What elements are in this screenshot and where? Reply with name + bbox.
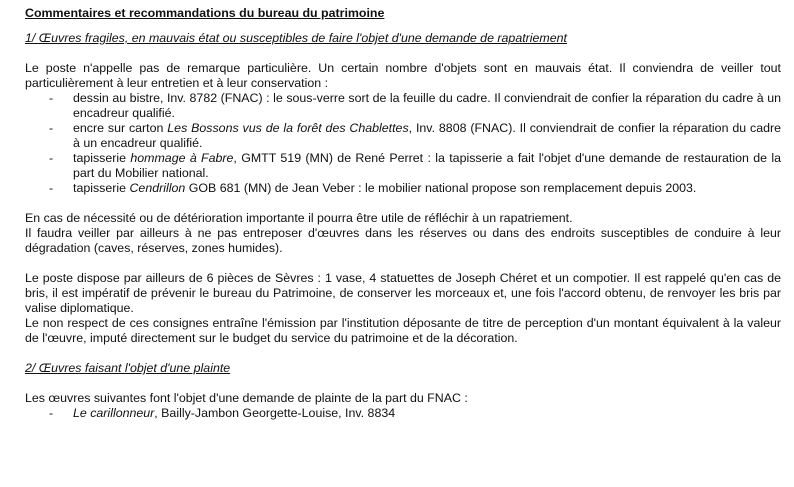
document-page xyxy=(25,6,781,421)
section-2-heading: 2/ Œuvres faisant l'objet d'une plainte xyxy=(25,361,231,375)
storage-paragraph: Il faudra veiller par ailleurs à ne pas entreposer d'œuvres dans les réserves ou dans des endroits susceptibles de conduire à leur dégradation (caves, réserves, zones humides). xyxy=(25,226,781,255)
list-item: - tapisserie hommage à Fabre, GMTT 519 (MN) de René Perret : la tapisserie a fait l'objet d'une demande de restauration de la part du Mobilier national. xyxy=(49,151,781,180)
dash-bullet: - xyxy=(49,406,54,420)
fragile-works-list xyxy=(25,91,781,196)
list-item: - tapisserie Cendrillon GOB 681 (MN) de Jean Veber : le mobilier national propose son remplacement depuis 2003. xyxy=(49,181,697,195)
list-item: - dessin au bistre, Inv. 8782 (FNAC) : le sous-verre sort de la feuille du cadre. Il conviendrait de confier la réparation du cadre à un encadreur qualifié. xyxy=(49,91,781,120)
document-title: Commentaires et recommandations du bureau du patrimoine xyxy=(25,6,385,20)
dash-bullet: - xyxy=(49,151,54,165)
section-2-intro: Les œuvres suivantes font l'objet d'une demande de plainte de la part du FNAC : xyxy=(25,391,468,405)
repatriation-paragraph: En cas de nécessité ou de détérioration importante il pourra être utile de réfléchir à un rapatriement. xyxy=(25,211,573,225)
dash-bullet: - xyxy=(49,91,54,105)
penalty-paragraph: Le non respect de ces consignes entraîne l'émission par l'institution déposante de titre de perception d'un montant équivalent à la valeur de l'œuvre, imputé directement sur le budget du service du patrimoine et de la décoration. xyxy=(25,316,781,345)
sevres-paragraph: Le poste dispose par ailleurs de 6 pièces de Sèvres : 1 vase, 4 statuettes de Joseph Chéret et un compotier. Il est rappelé qu'en cas de bris, il est impératif de prévenir le bureau du Patrimoine, de conserver les morceaux et, une fois l'accord obtenu, de renvoyer les bris par valise diplomatique. xyxy=(25,271,781,315)
list-item: - encre sur carton Les Bossons vus de la forêt des Chablettes, Inv. 8808 (FNAC). Il conviendrait de confier la réparation du cadre à un encadreur qualifié. xyxy=(49,121,781,150)
section-1-heading: 1/ Œuvres fragiles, en mauvais état ou susceptibles de faire l'objet d'une demande de rapatriement xyxy=(25,31,567,45)
section-1-intro: Le poste n'appelle pas de remarque particulière. Un certain nombre d'objets sont en mauvais état. Il conviendra de veiller tout particulièrement à leur entretien et à leur conservation : xyxy=(25,61,781,90)
dash-bullet: - xyxy=(49,121,54,135)
complaint-works-list xyxy=(25,406,781,421)
dash-bullet: - xyxy=(49,181,54,195)
list-item: - Le carillonneur, Bailly-Jambon Georgette-Louise, Inv. 8834 xyxy=(49,406,396,420)
